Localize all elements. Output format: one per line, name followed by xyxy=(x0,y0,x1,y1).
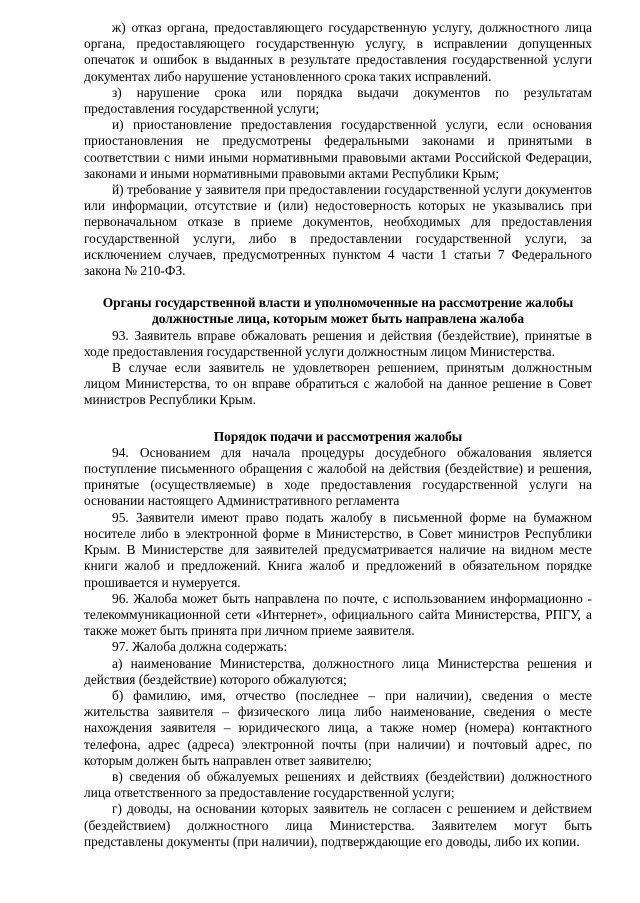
paragraph-i-short: й) требование у заявителя при предоставлении государственной услуги документов или информации, отсутствие и (или) недостоверность которых не указывались при первоначальном отказе в приеме документов, необходимых для предоставления государственной услуги, либо в предоставлении государственной услуги, за исключением случаев, предусмотренных пунктом 4 части 1 статьи 7 Федерального закона № 210-ФЗ. xyxy=(84,182,592,279)
paragraph-97-g: г) доводы, на основании которых заявитель не согласен с решением и действием (бездействием) должностного лица Министерства. Заявителем могут быть представлены документы (при наличии), подтверждающие его доводы, либо их копии. xyxy=(84,801,592,849)
section-heading-complaint-procedure: Порядок подачи и рассмотрения жалобы xyxy=(213,428,463,444)
paragraph-i: и) приостановление предоставления государственной услуги, если основания приостановления не предусмотрены федеральными законами и принятыми в соответствии с ними иными нормативными правовыми актами Российской Федерации, законами и иными нормативными правовыми актами Республики Крым; xyxy=(84,117,592,181)
paragraph-95: 95. Заявители имеют право подать жалобу в письменной форме на бумажном носителе либо в электронной форме в Министерство, в Совет министров Республики Крым. В Министерстве для заявителей предусматривается наличие на видном месте книги жалоб и предложений. Книга жалоб и предложений в обязательном порядке прошивается и нумеруется. xyxy=(84,509,592,590)
paragraph-97-a: а) наименование Министерства, должностного лица Министерства решения и действия (бездействие) которого обжалуются; xyxy=(84,655,592,687)
paragraph-94: 94. Основанием для начала процедуры досудебного обжалования является поступление письменного обращения с жалобой на действия (бездействие) и решения, принятые (осуществляемые) в ходе предоставления государственной услуги на основании настоящего Административного регламента xyxy=(84,444,592,509)
paragraph-93-cont: В случае если заявитель не удовлетворен решением, принятым должностным лицом Министерства, то он вправе обратиться с жалобой на данное решение в Совет министров Республики Крым. xyxy=(84,360,592,408)
paragraph-93: 93. Заявитель вправе обжаловать решения и действия (бездействие), принятые в ходе предоставления государственной услуги должностным лицом Министерства. xyxy=(84,327,592,359)
document-page xyxy=(84,20,592,850)
paragraph-96: 96. Жалоба может быть направлена по почте, с использованием информационно - телекоммуникационной сети «Интернет», официального сайта Министерства, РПГУ, а также может быть принята при личном приеме заявителя. xyxy=(84,590,592,639)
paragraph-z: з) нарушение срока или порядка выдачи документов по результатам предоставления государственной услуги; xyxy=(84,84,592,117)
section-heading-complaint-bodies: Органы государственной власти и уполномоченные на рассмотрение жалобы должностные лица, которым может быть направлена жалоба xyxy=(102,295,574,327)
paragraph-97-b: б) фамилию, имя, отчество (последнее – при наличии), сведения о месте жительства заявителя – физического лица либо наименование, сведения о месте нахождения заявителя – юридического лица, а также номер (номера) контактного телефона, адрес (адреса) электронной почты (при наличии) и почтовый адрес, по которым должен быть направлен ответ заявителю; xyxy=(84,687,592,768)
paragraph-97: 97. Жалоба должна содержать: xyxy=(112,639,288,655)
paragraph-97-v: в) сведения об обжалуемых решениях и действиях (бездействии) должностного лица ответственного за предоставление государственной услуги; xyxy=(84,768,592,801)
paragraph-zh: ж) отказ органа, предоставляющего государственную услугу, должностного лица органа, предоставляющего государственную услугу, в исправлении допущенных опечаток и ошибок в выданных в результате предоставления государственной услуги документах либо нарушение установленного срока таких исправлений. xyxy=(84,20,592,84)
